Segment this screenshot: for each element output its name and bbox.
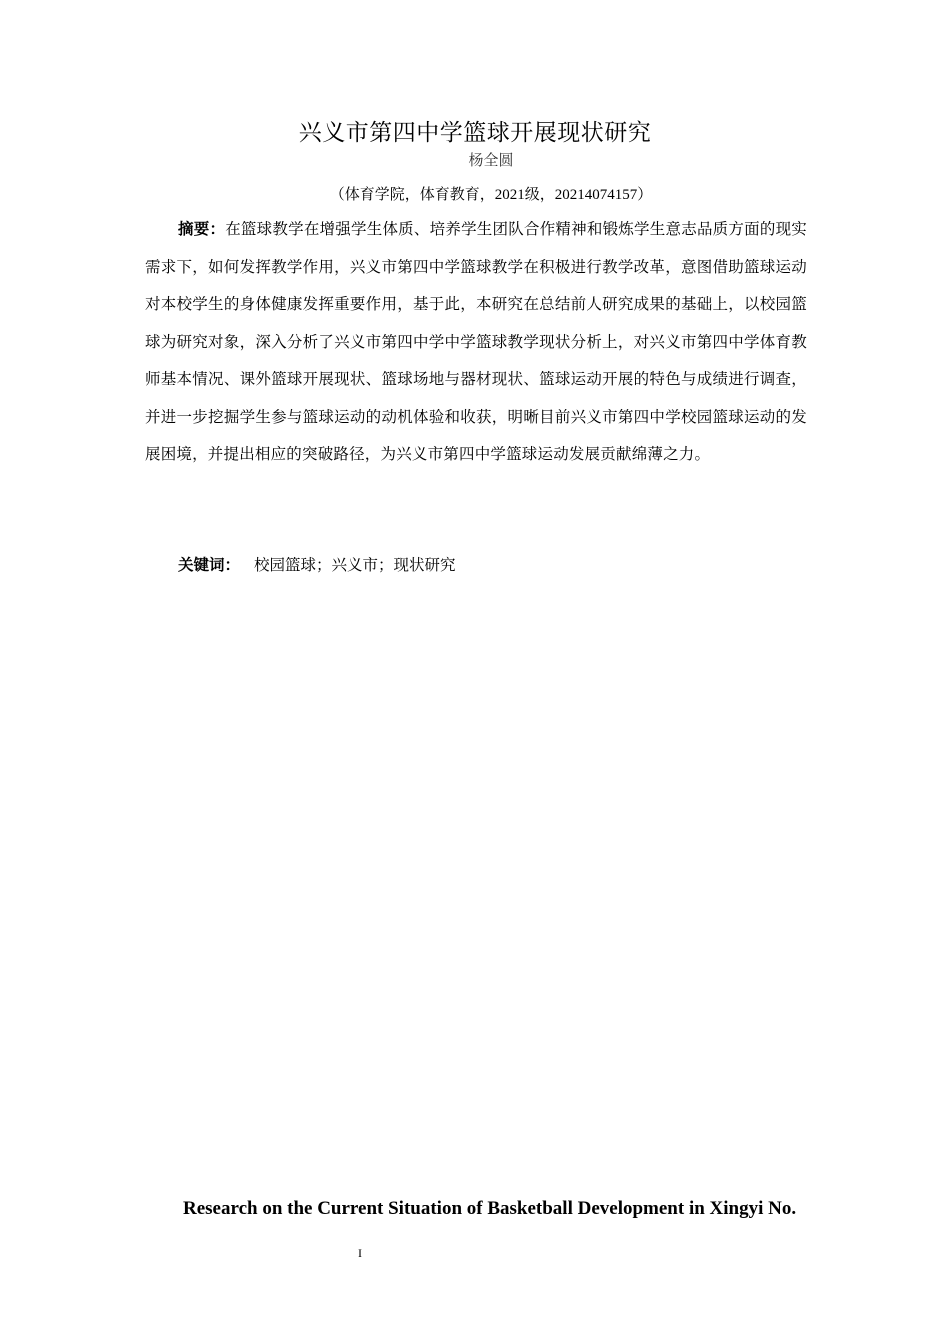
author-name: 杨全圆 xyxy=(468,153,514,169)
keywords-label: 关键词： xyxy=(178,556,241,574)
abstract-text: 在篮球教学在增强学生体质、培养学生团队合作精神和锻炼学生意志品质方面的现实需求下，如何发挥教学作用，兴义市第四中学篮球教学在积极进行教学改革，意图借助篮球运动对本校学生的身体健康发挥重要作用，基于此，本研究在总结前人研究成果的基础上，以校园篮球为研究对象，深入分析了兴义市第四中学中学篮球教学现状分析上，对兴义市第四中学体育教师基本情况、课外篮球开展现状、篮球场地与器材现状、篮球运动开展的特色与成绩进行调查，并进一步挖掘学生参与篮球运动的动机体验和收获，明晰目前兴义市第四中学校园篮球运动的发展困境，并提出相应的突破路径，为兴义市第四中学篮球运动发展贡献绵薄之力。 xyxy=(145,220,807,463)
keywords-line xyxy=(178,553,456,577)
keywords-text: 校园篮球；兴义市；现状研究 xyxy=(254,556,456,574)
abstract-label: 摘要： xyxy=(178,220,226,238)
author-affiliation: （体育学院，体育教育，2021级，20214074157） xyxy=(329,187,653,203)
page-title: 兴义市第四中学篮球开展现状研究 xyxy=(298,120,652,146)
english-title: Research on the Current Situation of Basketball Development in Xingyi No. xyxy=(183,1198,797,1219)
abstract-paragraph xyxy=(145,211,807,474)
page-number: I xyxy=(358,1246,362,1260)
